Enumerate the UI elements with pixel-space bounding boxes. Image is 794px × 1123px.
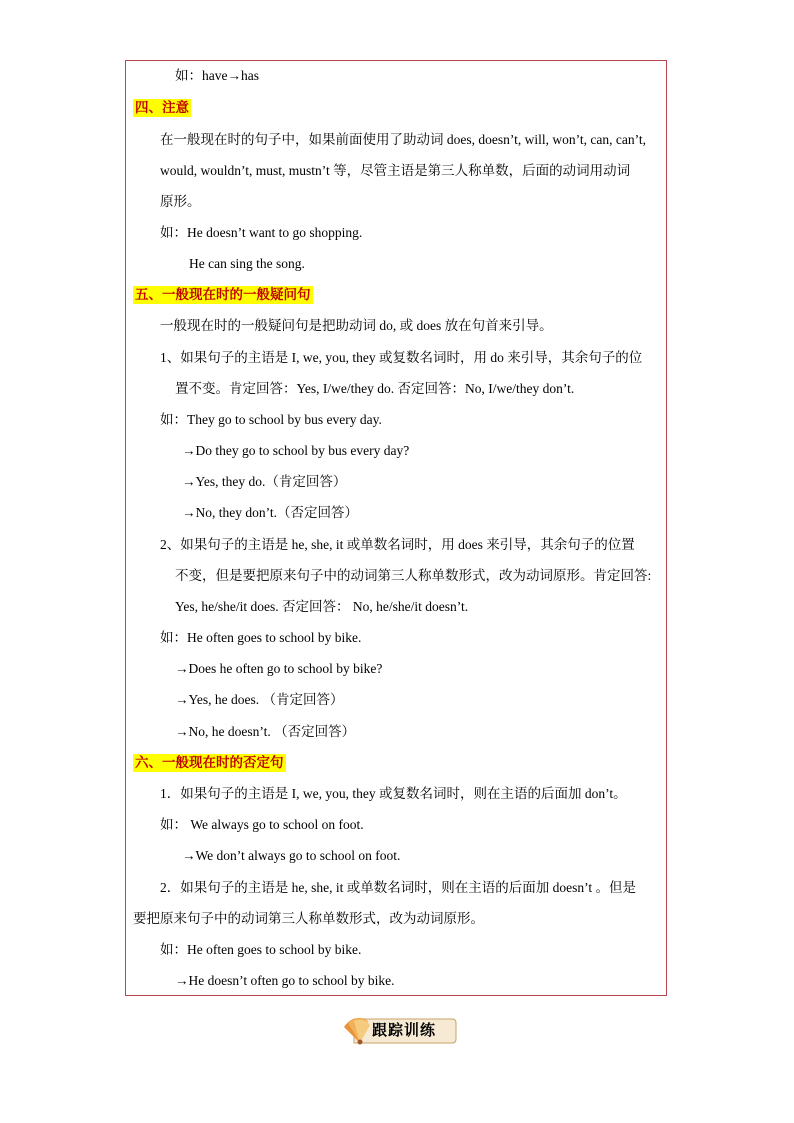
body-line: Yes, he/she/it does. 否定回答： No, he/she/it doesn’t.	[175, 599, 469, 614]
body-line: 原形。	[160, 194, 201, 209]
section-heading-6: 六、一般现在时的否定句	[135, 755, 284, 771]
example-line: 如： We always go to school on foot.	[160, 817, 364, 832]
body-line: 一般现在时的一般疑问句是把助动词 do, 或 does 放在句首来引导。	[160, 318, 553, 333]
example-line: →He doesn’t often go to school by bike.	[175, 973, 395, 988]
example-line: →Yes, they do.（肯定回答）	[182, 474, 347, 489]
example-line: 如：He often goes to school by bike.	[160, 630, 362, 645]
example-line: →No, he doesn’t. （否定回答）	[175, 724, 356, 739]
example-line: →Do they go to school by bus every day?	[182, 443, 410, 458]
section-heading-4: 四、注意	[135, 100, 189, 116]
example-line: →Does he often go to school by bike?	[175, 661, 383, 676]
section-heading-5: 五、一般现在时的一般疑问句	[135, 287, 311, 303]
body-line: 2．如果句子的主语是 he, she, it 或单数名词时，则在主语的后面加 doesn’t 。但是	[160, 880, 636, 895]
body-line: would, wouldn’t, must, mustn’t 等，尽管主语是第三人称单数，后面的动词用动词	[160, 163, 631, 178]
example-line: 如：have→has	[175, 68, 259, 83]
example-line: →We don’t always go to school on foot.	[182, 848, 401, 863]
body-line: 在一般现在时的句子中，如果前面使用了助动词 does, doesn’t, will, won’t, can, can’t,	[160, 132, 646, 147]
example-line: 如：He often goes to school by bike.	[160, 942, 362, 957]
body-line: 要把原来句子中的动词第三人称单数形式，改为动词原形。	[133, 911, 484, 926]
body-line: 置不变。肯定回答：Yes, I/we/they do. 否定回答：No, I/we/they don’t.	[175, 381, 575, 396]
example-line: →No, they don’t.（否定回答）	[182, 505, 358, 520]
badge-label: 跟踪训练	[372, 1021, 437, 1039]
body-line: 1、如果句子的主语是 I, we, you, they 或复数名词时，用 do 来引导，其余句子的位	[160, 350, 643, 365]
body-line: 不变，但是要把原来句子中的动词第三人称单数形式，改为动词原形。肯定回答:	[175, 568, 652, 583]
example-line: 如：They go to school by bus every day.	[160, 412, 382, 427]
example-line: →Yes, he does. （肯定回答）	[175, 692, 344, 707]
body-line: 2、如果句子的主语是 he, she, it 或单数名词时，用 does 来引导，其余句子的位置	[160, 537, 635, 552]
body-line: 1．如果句子的主语是 I, we, you, they 或复数名词时，则在主语的后面加 don’t。	[160, 786, 627, 801]
example-line: 如：He doesn’t want to go shopping.	[160, 225, 363, 240]
example-line: He can sing the song.	[189, 256, 305, 271]
